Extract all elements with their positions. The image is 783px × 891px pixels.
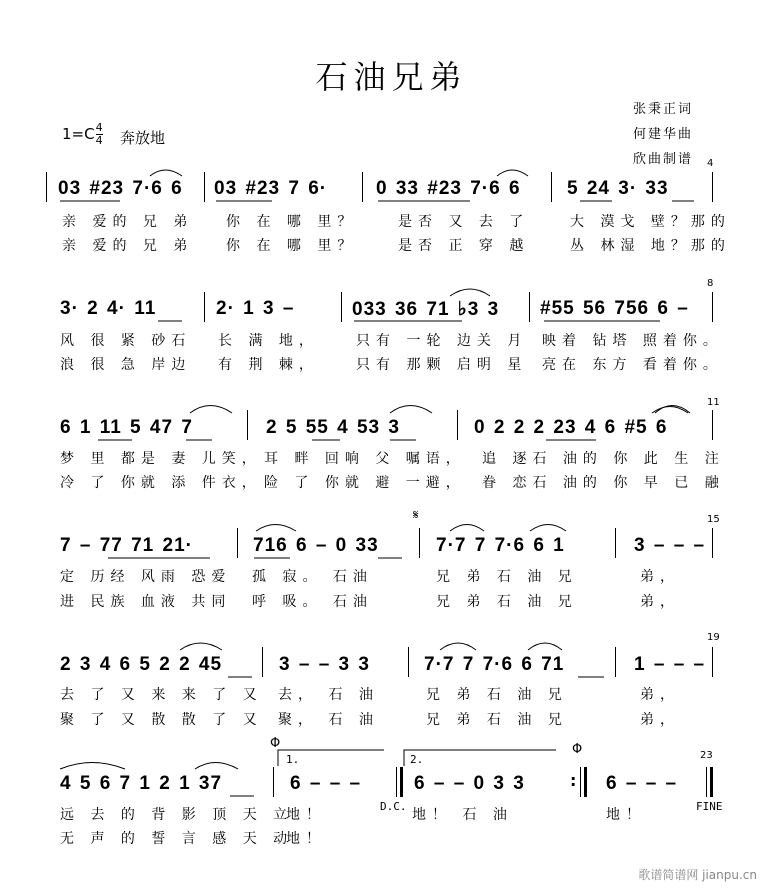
- notes-measure: 033 36 71 ♭3 3: [352, 299, 500, 320]
- notes-measure: 1 – – –: [634, 654, 706, 675]
- slur: [150, 170, 182, 176]
- measure-number: 11: [707, 397, 720, 408]
- segno-icon: 𝄋: [413, 508, 419, 523]
- lyricist-credit: 张秉正词: [633, 102, 694, 117]
- slur: [60, 763, 125, 770]
- measure-number: 4: [707, 158, 714, 169]
- lyric-line-2: 地！: [286, 831, 326, 847]
- time-signature-den: 4: [95, 134, 103, 147]
- lyric-line-1: 地！: [606, 807, 646, 823]
- lyric-line-2: 兄 弟 石 油 兄: [426, 712, 568, 728]
- lyric-line-1: 追 逐石 油的 你 此 生 注: [482, 451, 725, 467]
- slur: [450, 289, 490, 296]
- lyric-line-1: 去， 石 油: [278, 687, 379, 703]
- notes-measure: 2 3 4 6 5 2 2 45: [60, 654, 223, 675]
- notes-measure: 2· 1 3 –: [216, 298, 295, 319]
- time-signature-num: 4: [95, 121, 103, 134]
- volta-1-bracket: [278, 750, 384, 766]
- slur: [530, 525, 566, 532]
- notes-measure: 0 33 #23 7·6 6: [376, 178, 521, 199]
- lyric-line-1: 定 历经 风雨 恐爱: [60, 569, 232, 585]
- lyric-line-2: 浪 很 急 岸边: [60, 357, 192, 373]
- notes-measure: 03 #23 7 6·: [214, 178, 328, 199]
- lyric-line-1: 兄 弟 石 油 兄: [436, 569, 578, 585]
- lyric-line-1: 是否 又 去 了: [398, 214, 530, 230]
- lyric-line-1: 映着 钻塔 照着你。: [542, 333, 723, 349]
- lyric-line-2: 兄 弟 石 油 兄: [436, 594, 578, 610]
- notes-measure: 2 5 55 4 53 3: [266, 417, 400, 438]
- lyric-line-2: 是否 正 穿 越: [398, 238, 530, 254]
- lyric-line-1: 地！ 石 油: [412, 807, 513, 823]
- notes-measure: 6 – – –: [290, 773, 362, 794]
- lyric-line-2: 眷 恋石 油的 你 早 已 融: [482, 475, 725, 491]
- lyric-line-2: 呼 吸。 石油: [252, 594, 373, 610]
- lyric-line-2: 亮在 东方 看着你。: [542, 357, 723, 373]
- measure-number: 23: [700, 750, 713, 761]
- measure-number: 15: [707, 514, 720, 525]
- notes-measure: 6 1 11 5 47 7: [60, 417, 193, 438]
- lyric-line-1: 弟，: [640, 687, 680, 703]
- notes-measure: 6 – – –: [606, 773, 678, 794]
- site-watermark: 歌谱简谱网 jianpu.cn: [638, 868, 757, 882]
- slur: [497, 170, 528, 176]
- volta-2-label: 2.: [410, 753, 424, 766]
- composer-credit: 何建华曲: [633, 127, 694, 142]
- lyric-line-2: 聚 了 又 散 散 了 又: [60, 712, 263, 728]
- lyric-line-2: 有 荆 棘，: [218, 357, 319, 373]
- slur: [256, 525, 296, 532]
- lyric-line-1: 亲 爱的 兄 弟: [62, 214, 194, 230]
- lyric-line-2: 只有 那颗 启明 星: [356, 357, 528, 373]
- lyric-line-1: 耳 畔 回响 父 嘱语，: [264, 451, 466, 467]
- volta-1-label: 1.: [286, 753, 300, 766]
- lyric-line-1: 地！: [286, 807, 326, 823]
- notes-measure: 3 – – –: [634, 535, 706, 556]
- lyric-line-1: 孤 寂。 石油: [252, 569, 373, 585]
- slur: [450, 525, 484, 532]
- lyric-line-2: 你 在 哪 里？: [226, 238, 358, 254]
- notes-measure: 03 #23 7·6 6: [58, 178, 183, 199]
- lyric-line-1: 只有 一轮 边关 月: [356, 333, 528, 349]
- lyric-line-2: 弟，: [640, 712, 680, 728]
- lyric-line-1: 梦 里 都是 妻 儿笑，: [60, 451, 262, 467]
- lyric-line-2: 险 了 你就 避 一避，: [264, 475, 466, 491]
- transcriber-credit: 欣曲制谱: [633, 152, 694, 167]
- lyric-line-1: 兄 弟 石 油 兄: [426, 687, 568, 703]
- coda-icon: Φ: [270, 736, 281, 751]
- notes-measure: 3 – – 3 3: [279, 654, 370, 675]
- slur: [652, 407, 688, 414]
- lyric-line-1: 弟，: [640, 569, 680, 585]
- lyric-line-2: 进 民族 血液 共同: [60, 594, 232, 610]
- notes-measure: 7·7 7 7·6 6 1: [436, 535, 565, 556]
- lyric-line-1: 远 去 的 背 影 顶 天 立: [60, 807, 294, 823]
- tempo-marking: 奔放地: [120, 129, 166, 147]
- notes-measure: #55 56 756 6 –: [540, 298, 689, 319]
- slur: [190, 406, 232, 414]
- notes-measure: 7·7 7 7·6 6 71: [424, 654, 565, 675]
- slur: [528, 643, 562, 650]
- notes-measure: 5 24 3· 33: [567, 178, 669, 199]
- notes-measure: 3· 2 4· 11: [60, 298, 157, 319]
- lyric-line-2: 冷 了 你就 添 件衣，: [60, 475, 262, 491]
- notes-measure: 7 – 77 71 21·: [60, 535, 193, 556]
- slur: [390, 406, 432, 414]
- lyric-line-2: 聚， 石 油: [278, 712, 379, 728]
- lyric-line-1: 去 了 又 来 来 了 又: [60, 687, 263, 703]
- lyric-line-2: 亲 爱的 兄 弟: [62, 238, 194, 254]
- notes-measure: 6 – – 0 3 3: [414, 773, 525, 794]
- slur: [180, 643, 222, 650]
- key-prefix: 1=C: [62, 125, 95, 143]
- fine-marking: FINE: [696, 800, 723, 813]
- measure-number: 19: [707, 632, 720, 643]
- lyric-line-1: 长 满 地，: [218, 333, 319, 349]
- slur: [195, 763, 238, 770]
- lyric-line-2: 无 声 的 誓 言 感 天 动: [60, 831, 294, 847]
- measure-number: 8: [707, 278, 714, 289]
- lyric-line-2: 弟，: [640, 594, 680, 610]
- notes-measure: 4 5 6 7 1 2 1 37: [60, 773, 223, 794]
- lyric-line-1: 你 在 哪 里？: [226, 214, 358, 230]
- repeat-dots: :: [570, 771, 577, 790]
- song-title: 石油兄弟: [315, 58, 468, 96]
- lyric-line-2: 丛 林湿 地？那的: [570, 238, 731, 254]
- dc-marking: D.C.: [380, 800, 407, 813]
- coda-icon: Φ: [572, 742, 583, 757]
- lyric-line-1: 大 漠戈 壁？那的: [570, 214, 731, 230]
- volta-2-bracket: [404, 750, 556, 766]
- lyric-line-1: 风 很 紧 砂石: [60, 333, 192, 349]
- notes-measure: 0 2 2 2 23 4 6 #5 6: [474, 417, 668, 438]
- notes-measure: 716 6 – 0 33: [253, 535, 379, 556]
- slur: [440, 643, 476, 650]
